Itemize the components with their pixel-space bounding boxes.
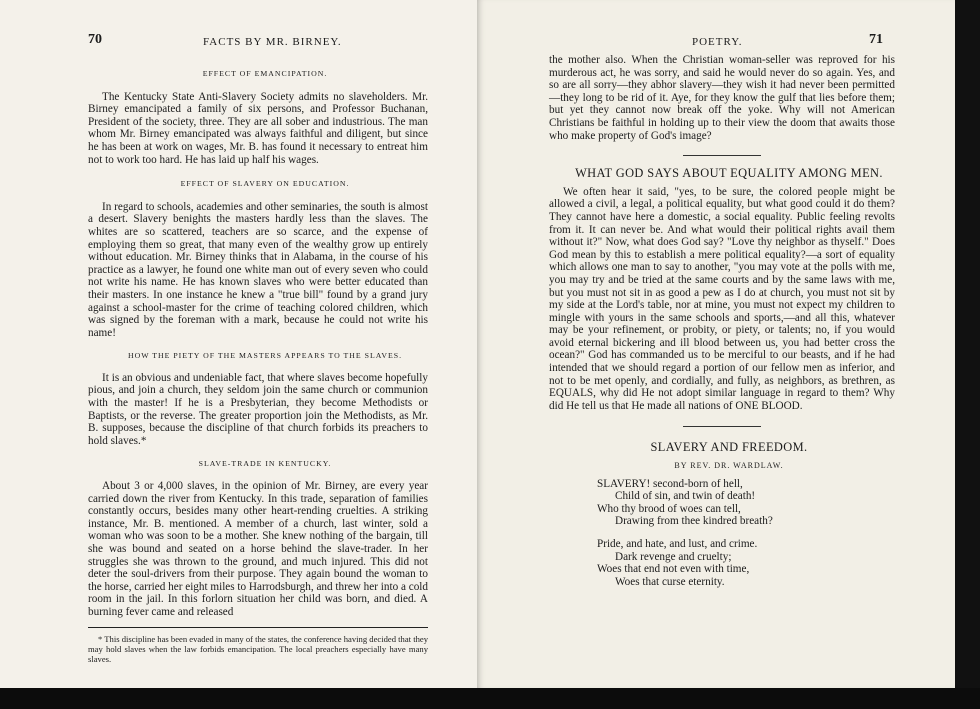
section-heading-piety: HOW THE PIETY OF THE MASTERS APPEARS TO THE SLAVES. (127, 351, 403, 361)
section-text-emancipation: The Kentucky State Anti-Slavery Society admits no slaveholders. Mr. Birney emancipated a family of six persons, and Professor Buchanan, President of the society, three. They are all sober and industrious. The man whom Mr. Birney emancipated was always faithful and diligent, but since he has been at work on wages, Mr. B. has found it necessary to entreat him not to work too hard. He has laid up half his wages. (88, 90, 428, 166)
left-running-head: FACTS BY MR. BIRNEY. (203, 36, 342, 48)
poem-line: Dark revenge and cruelty; (615, 550, 732, 563)
poem (549, 478, 895, 589)
section-rule (683, 155, 761, 156)
poem-byline: BY REV. DR. WARDLAW. (674, 461, 784, 471)
page-edge-shadow (955, 0, 980, 709)
poem-line: Woes that end not even with time, (597, 563, 750, 576)
section-text-piety: It is an obvious and undeniable fact, that where slaves become hopefully pious, and join a church, they seldom join the same church or communion with the master! If he is a Presbyterian, they become Methodists or Baptists, or the reverse. The greater proportion join the Methodists, as Mr. B. supposes, because the discipline of that church forbids its preachers to hold slaves.* (88, 371, 428, 447)
left-page (0, 0, 477, 688)
poem-line: Woes that curse eternity. (615, 575, 725, 588)
footnote-rule (88, 627, 428, 628)
continuation-text: the mother also. When the Christian woman-seller was reproved for his murderous act, he was sorry, and said he would never do so again. Yes, and so are all sorry—they abhor slavery—they wish it had never been permitted—they long to be rid of it. Aye, for they know the gulf that lies before them; but yet they cannot now break off the yoke. Why will not American Christians be faithful in holding up to their view the doom that awaits those who make property of God's image? (549, 54, 895, 142)
right-running-head: POETRY. (692, 36, 743, 48)
right-page (477, 0, 955, 688)
section-heading-education: EFFECT OF SLAVERY ON EDUCATION. (180, 179, 350, 189)
poem-title: SLAVERY AND FREEDOM. (650, 440, 808, 455)
poem-line: Who thy brood of woes can tell, (597, 502, 741, 515)
poem-line: SLAVERY! second-born of hell, (597, 477, 743, 490)
poem-rule (683, 426, 761, 427)
poem-line: Child of sin, and twin of death! (615, 490, 756, 503)
scan-bottom-band (0, 688, 980, 709)
left-page-number: 70 (88, 32, 102, 47)
right-page-number: 71 (869, 32, 883, 47)
poem-line: Drawing from thee kindred breath? (615, 515, 773, 528)
poem-line: Pride, and hate, and lust, and crime. (597, 538, 758, 550)
footnote (88, 634, 428, 664)
section-text-education: In regard to schools, academies and other seminaries, the south is almost a desert. Slavery benights the masters hardly less than the slaves. The whites are so scattered, teachers are so scarce, and the expense of employing them so great, that many even of the wealthy grow up entirely without education. Mr. Birney thinks that in Alabama, in the course of his practice as a lawyer, he found one white man out of every seven who could not write his name. He has known slaves who were better educated than their masters. In one instance he knew a "true bill" found by a grand jury against a school-master for the crime of teaching colored children, which was signed by the foreman with a mark, because he could not write his name! (88, 200, 428, 339)
equality-section-text: We often hear it said, "yes, to be sure, the colored people might be allowed a civil, a legal, a political equality, but what good could it do them? They cannot have here a domestic, a social equality. Public feeling revolts from it. It can never be. And what would their political rights avail them without it?" Now, what does God say? "Love thy neighbor as thyself." Does God mean by this to establish a mere political equality?—a sort of equality which allows one man to say to another, "you may vote at the polls with me, you may try and be tried at the same courts and by the same laws with me, but you must not sit in as good a pew as I do at church, you must not sit by my side at the Lord's table, nor at mine, you must not expect my children to mingle with yours in the same schools and sports,—and all this, whatever may be your refinement, or probity, or piety, or talents; no, if you would avoid eternal bickering and ill blood between us, you had better cross the ocean?" God has commanded us to be merciful to our beasts, and if he had intended that we should regard a portion of our fellow men as inferior, and not to be met openly, and cordially, and fully, as neighbors, as brethren, as EQUALS, why did He not adopt similar language in regard to them? Why did He tell us that He made all nations of ONE BLOOD. (549, 185, 895, 412)
section-text-slave-trade: About 3 or 4,000 slaves, in the opinion of Mr. Birney, are every year carried down the river from Kentucky. In this trade, separation of families constantly occurs, besides many other heart-rending cruelties. A striking instance, Mr. B. mentioned. A member of a church, last winter, sold a woman who was soon to be a mother. She knew nothing of the bargain, till she was bound and seated on a horse behind the slave-trader. In her struggles she was thrown to the ground, and much injured. This did not deter the soul-drivers from their purpose. They again bound the woman to the horse, carried her eight miles to Harrodsburgh, and threw her into a cold room in the jail. In this forlorn situation her child was born, and died. A burning fever came and released (88, 480, 428, 618)
section-heading-emancipation: EFFECT OF EMANCIPATION. (202, 69, 328, 78)
equality-section-title: WHAT GOD SAYS ABOUT EQUALITY AMONG MEN. (575, 166, 883, 181)
right-column (549, 54, 895, 588)
section-heading-slave-trade: SLAVE-TRADE IN KENTUCKY. (198, 459, 332, 469)
left-column (88, 68, 428, 664)
footnote-text: * This discipline has been evaded in many of the states, the conference having decided that they may hold slaves when the law forbids emancipation. The local preachers especially have many slaves. (88, 633, 428, 664)
